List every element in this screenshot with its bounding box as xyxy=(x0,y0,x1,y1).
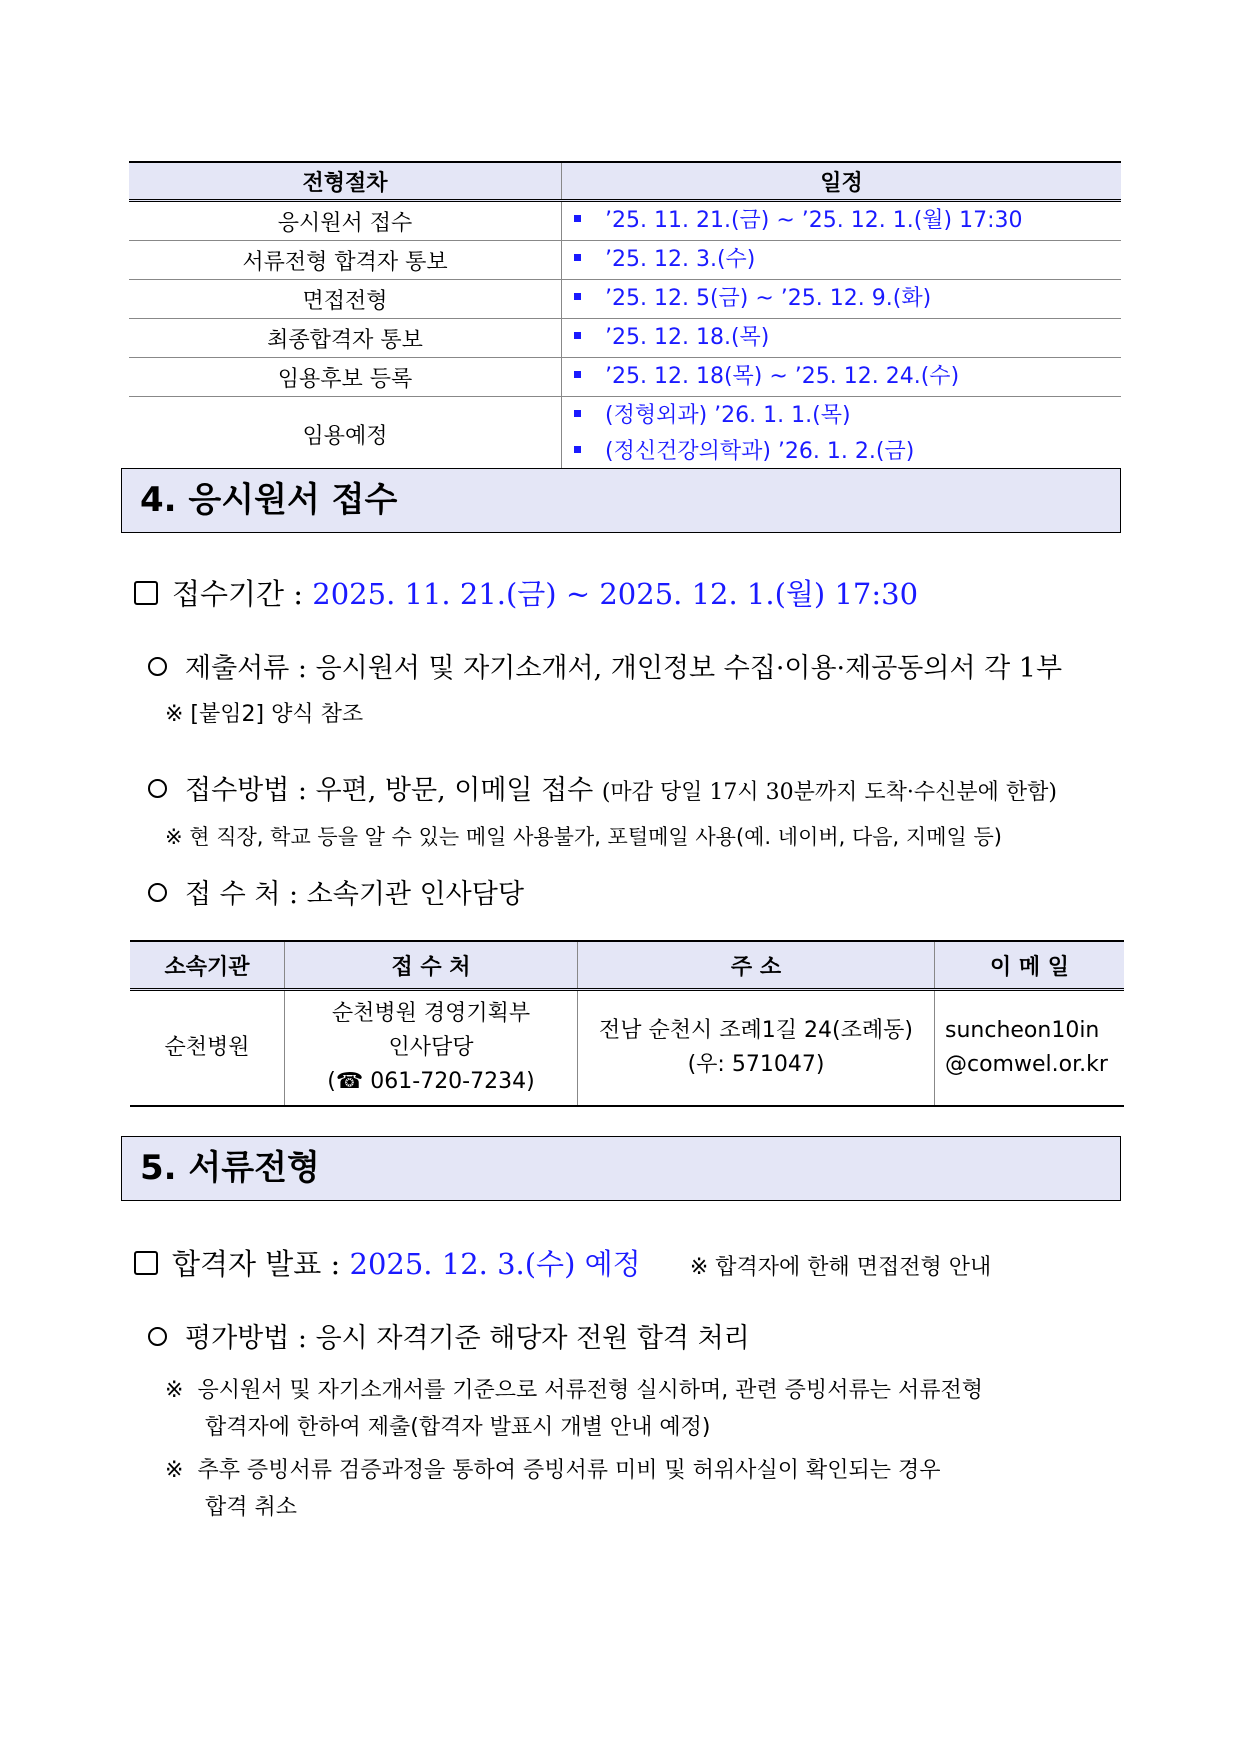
square-bullet-icon xyxy=(574,410,581,417)
schedule-date xyxy=(562,358,1122,397)
table-row xyxy=(129,397,1121,473)
square-bullet-icon xyxy=(574,254,581,261)
square-bullet-icon xyxy=(574,215,581,222)
recv-header-email: 이 메 일 xyxy=(935,941,1125,990)
schedule-date-text: ’25. 12. 18(목) ~ ’25. 12. 24.(수) xyxy=(605,364,960,389)
reference-mark-icon: ※ xyxy=(165,1458,184,1483)
place-line xyxy=(148,872,524,911)
schedule-date xyxy=(562,397,1122,473)
circle-bullet-icon xyxy=(148,1327,167,1346)
schedule-table xyxy=(129,161,1121,473)
square-bullet-icon xyxy=(574,332,581,339)
recv-header-address: 주 소 xyxy=(578,941,935,990)
table-row xyxy=(129,358,1121,397)
place-text: 접 수 처 : 소속기관 인사담당 xyxy=(185,879,524,910)
schedule-step: 최종합격자 통보 xyxy=(129,319,562,358)
eval-line xyxy=(148,1316,750,1355)
reception-period-label: 접수기간 : xyxy=(172,577,304,611)
note-2 xyxy=(165,1452,940,1526)
method-paren: (마감 당일 17시 30분까지 도착·수신분에 한함) xyxy=(601,780,1057,805)
section-4-header: 4. 응시원서 접수 xyxy=(121,468,1121,533)
reception-period-line xyxy=(134,572,918,613)
schedule-date xyxy=(562,241,1122,280)
schedule-date-item xyxy=(574,242,1120,278)
table-row xyxy=(129,319,1121,358)
square-bullet-icon xyxy=(574,371,581,378)
note-1-line-1: 응시원서 및 자기소개서를 기준으로 서류전형 실시하며, 관련 증빙서류는 서류전형 xyxy=(197,1378,983,1403)
schedule-date xyxy=(562,280,1122,319)
table-row xyxy=(130,990,1124,1107)
table-row xyxy=(129,241,1121,280)
schedule-step: 서류전형 합격자 통보 xyxy=(129,241,562,280)
reception-table xyxy=(130,940,1124,1107)
schedule-step: 임용예정 xyxy=(129,397,562,473)
announce-note: ※ 합격자에 한해 면접전형 안내 xyxy=(689,1255,992,1280)
square-bullet-icon xyxy=(574,446,581,453)
checkbox-square-icon xyxy=(134,1251,158,1275)
schedule-step: 임용후보 등록 xyxy=(129,358,562,397)
schedule-date-item xyxy=(574,398,1120,434)
docs-text: 제출서류 : 응시원서 및 자기소개서, 개인정보 수집·이용·제공동의서 각 1부 xyxy=(185,653,1063,684)
schedule-step: 면접전형 xyxy=(129,280,562,319)
reception-period-value: 2025. 11. 21.(금) ~ 2025. 12. 1.(월) 17:30 xyxy=(312,577,919,611)
recv-header-org: 소속기관 xyxy=(130,941,285,990)
recv-org: 순천병원 xyxy=(130,990,285,1107)
note-1-line-2: 합격자에 한하여 제출(합격자 발표시 개별 안내 예정) xyxy=(205,1415,711,1440)
section-5-header: 5. 서류전형 xyxy=(121,1136,1121,1201)
eval-text: 평가방법 : 응시 자격기준 해당자 전원 합격 처리 xyxy=(185,1323,750,1354)
checkbox-square-icon xyxy=(134,581,158,605)
schedule-date-item xyxy=(574,359,1120,395)
table-row xyxy=(129,201,1121,241)
recv-header-dept: 접 수 처 xyxy=(285,941,578,990)
note-1 xyxy=(165,1372,983,1446)
method-line xyxy=(148,768,1057,807)
schedule-date-text: ’25. 12. 5(금) ~ ’25. 12. 9.(화) xyxy=(605,286,932,311)
schedule-header-step: 전형절차 xyxy=(129,162,562,201)
schedule-date xyxy=(562,201,1122,241)
schedule-date-text: ’25. 12. 3.(수) xyxy=(605,247,756,272)
recv-dept: 순천병원 경영기획부 인사담당 (☎ 061-720-7234) xyxy=(285,990,578,1107)
schedule-date-text: (정형외과) ’26. 1. 1.(목) xyxy=(605,403,851,428)
announce-line xyxy=(134,1242,991,1283)
reference-mark-icon: ※ xyxy=(165,1378,184,1403)
recv-email: suncheon10in @comwel.or.kr xyxy=(935,990,1125,1107)
method-note: ※ 현 직장, 학교 등을 알 수 있는 메일 사용불가, 포털메일 사용(예. 네이버, 다음, 지메일 등) xyxy=(165,825,1002,849)
schedule-date xyxy=(562,319,1122,358)
schedule-date-item xyxy=(574,281,1120,317)
square-bullet-icon xyxy=(574,293,581,300)
schedule-date-item xyxy=(574,203,1120,239)
schedule-step: 응시원서 접수 xyxy=(129,201,562,241)
schedule-date-text: ’25. 11. 21.(금) ~ ’25. 12. 1.(월) 17:30 xyxy=(605,208,1023,233)
announce-value: 2025. 12. 3.(수) 예정 xyxy=(349,1247,641,1281)
schedule-date-item xyxy=(574,434,1120,470)
schedule-header-date: 일정 xyxy=(562,162,1122,201)
circle-bullet-icon xyxy=(148,657,167,676)
schedule-date-item xyxy=(574,320,1120,356)
docs-line xyxy=(148,646,1062,685)
table-row xyxy=(129,280,1121,319)
note-2-line-2: 합격 취소 xyxy=(205,1495,298,1520)
schedule-date-text: ’25. 12. 18.(목) xyxy=(605,325,770,350)
circle-bullet-icon xyxy=(148,883,167,902)
docs-note: ※ [붙임2] 양식 참조 xyxy=(165,702,364,727)
announce-label: 합격자 발표 : xyxy=(172,1247,341,1281)
circle-bullet-icon xyxy=(148,779,167,798)
recv-address: 전남 순천시 조례1길 24(조례동) (우: 571047) xyxy=(578,990,935,1107)
schedule-date-text: (정신건강의학과) ’26. 1. 2.(금) xyxy=(605,439,915,464)
method-label: 접수방법 : 우편, 방문, 이메일 접수 xyxy=(185,775,594,806)
note-2-line-1: 추후 증빙서류 검증과정을 통하여 증빙서류 미비 및 허위사실이 확인되는 경우 xyxy=(197,1458,941,1483)
